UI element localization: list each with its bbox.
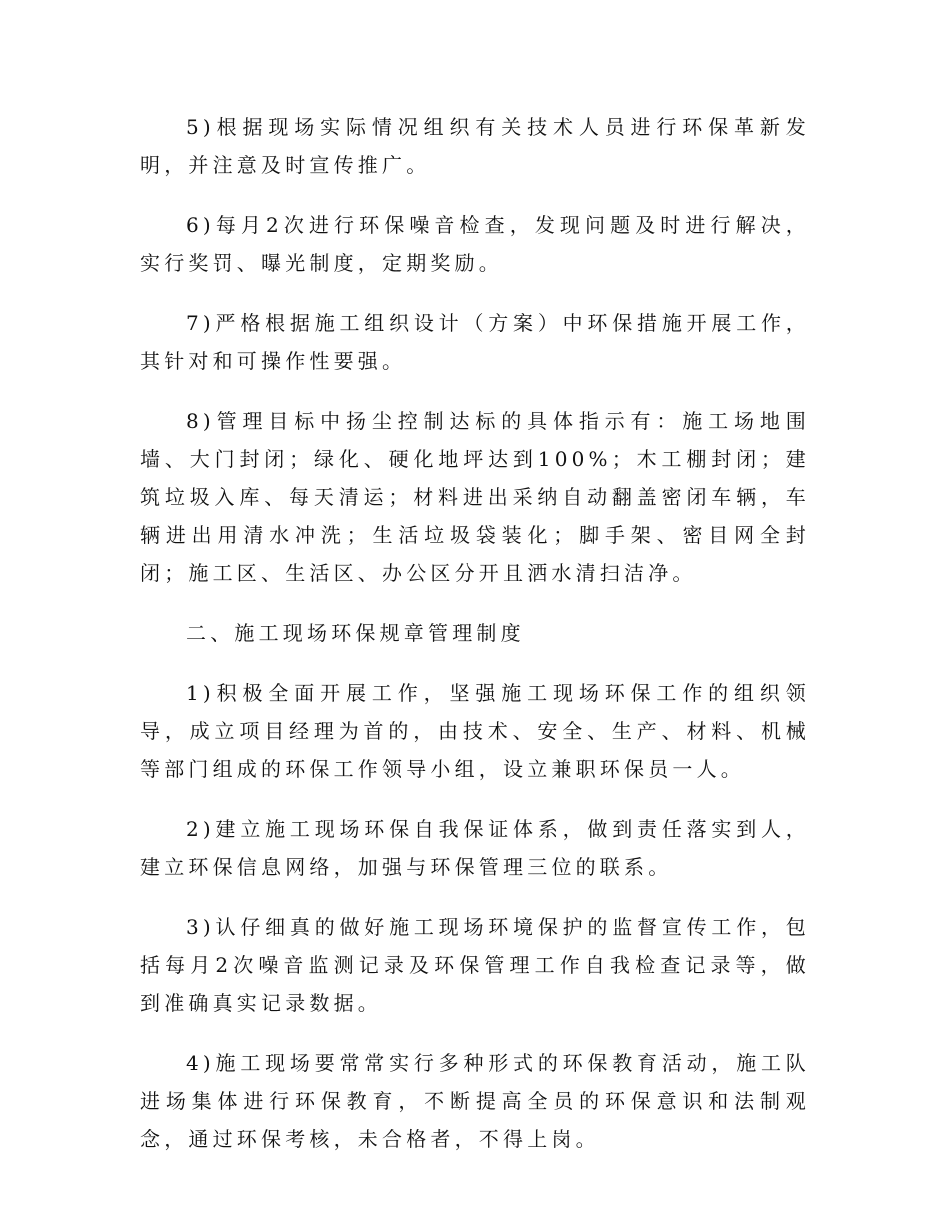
paragraph-item-6: 6)每月2次进行环保噪音检查，发现问题及时进行解决，实行奖罚、曝光制度，定期奖励。 xyxy=(140,213,810,275)
paragraph-rule-1: 1)积极全面开展工作，坚强施工现场环保工作的组织领导，成立项目经理为首的，由技术、安全、生产、材料、机械等部门组成的环保工作领导小组，设立兼职环保员一人。 xyxy=(140,681,810,781)
paragraph-rule-4: 4)施工现场要常常实行多种形式的环保教育活动，施工队进场集体进行环保教育，不断提高全员的环保意识和法制观念，通过环保考核，未合格者，不得上岗。 xyxy=(140,1051,810,1151)
section-heading: 二、施工现场环保规章管理制度 xyxy=(186,621,525,645)
paragraph-item-7: 7)严格根据施工组织设计（方案）中环保措施开展工作，其针对和可操作性要强。 xyxy=(140,311,810,373)
paragraph-item-8: 8)管理目标中扬尘控制达标的具体指示有：施工场地围墙、大门封闭；绿化、硬化地坪达到100%；木工棚封闭；建筑垃圾入库、每天清运；材料进出采纳自动翻盖密闭车辆，车辆进出用清水冲洗；生活垃圾袋装化；脚手架、密目网全封闭；施工区、生活区、办公区分开且洒水清扫洁净。 xyxy=(140,409,810,585)
paragraph-item-5: 5)根据现场实际情况组织有关技术人员进行环保革新发明，并注意及时宣传推广。 xyxy=(140,115,810,177)
paragraph-rule-2: 2)建立施工现场环保自我保证体系，做到责任落实到人，建立环保信息网络，加强与环保管理三位的联系。 xyxy=(140,817,810,879)
paragraph-rule-3: 3)认仔细真的做好施工现场环境保护的监督宣传工作，包括每月2次噪音监测记录及环保管理工作自我检查记录等，做到准确真实记录数据。 xyxy=(140,915,810,1015)
